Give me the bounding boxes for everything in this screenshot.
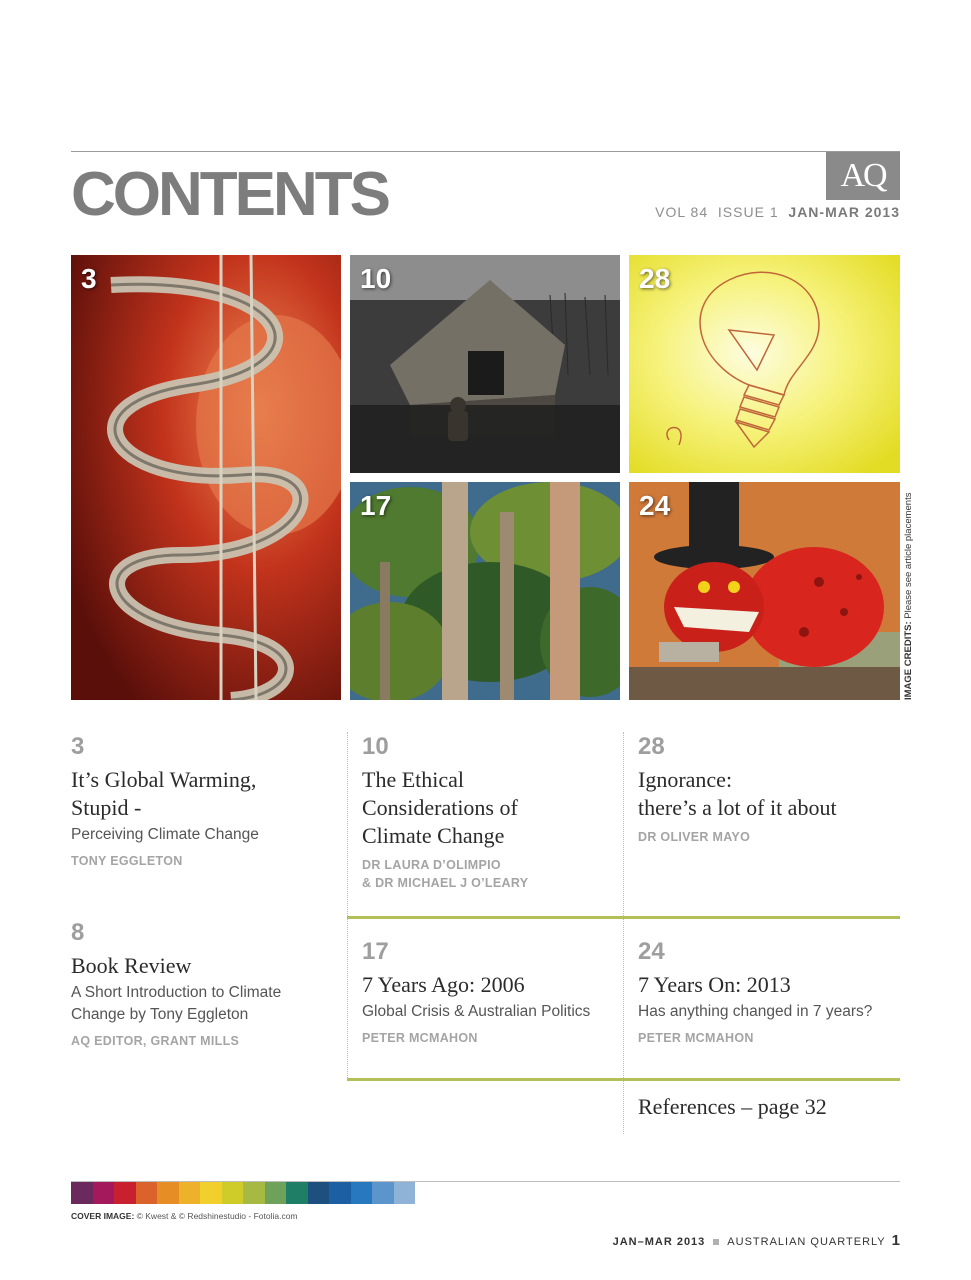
color-swatch xyxy=(243,1182,265,1204)
entry-subtitle: Change by Tony Eggleton xyxy=(71,1006,249,1023)
image-credits-text: Please see article placements xyxy=(903,492,914,622)
header-rule xyxy=(71,151,900,152)
tile-number: 3 xyxy=(81,263,97,294)
entry-author: PETER MCMAHON xyxy=(362,1031,478,1045)
issue-line xyxy=(655,204,900,220)
entry-title-line: Considerations of xyxy=(362,795,518,820)
column-divider xyxy=(347,732,348,1080)
tile-28[interactable] xyxy=(629,255,900,473)
entry-title-line: Book Review xyxy=(71,953,192,978)
tile-17[interactable] xyxy=(350,482,620,700)
color-swatch xyxy=(286,1182,308,1204)
entry-title-line: Stupid - xyxy=(71,795,142,820)
tile-number: 28 xyxy=(639,263,671,294)
entry-page-number: 8 xyxy=(71,919,85,946)
aq-logo: AQ xyxy=(826,152,900,200)
color-swatch xyxy=(136,1182,158,1204)
color-swatch xyxy=(329,1182,351,1204)
tile-3[interactable] xyxy=(71,255,341,700)
entry-title-line: 7 Years On: 2013 xyxy=(638,972,791,997)
entry-author: & DR MICHAEL J O’LEARY xyxy=(362,876,529,890)
entry-subtitle: Global Crisis & Australian Politics xyxy=(362,1003,591,1020)
entry-page-number: 3 xyxy=(71,733,85,760)
entry-page-number: 17 xyxy=(362,938,389,965)
entry-author: AQ EDITOR, GRANT MILLS xyxy=(71,1034,240,1048)
entry-17[interactable] xyxy=(362,938,617,1047)
column-divider xyxy=(623,732,624,1134)
color-swatch xyxy=(93,1182,115,1204)
page-footer xyxy=(613,1232,900,1249)
entry-page-number: 28 xyxy=(638,733,665,760)
color-swatch xyxy=(372,1182,394,1204)
image-credits xyxy=(903,493,914,700)
entry-title-line: 7 Years Ago: 2006 xyxy=(362,972,525,997)
entry-title-line: The Ethical xyxy=(362,767,465,792)
entry-3[interactable] xyxy=(71,733,341,870)
cover-credit-text: © Kwest & © Redshinestudio - Fotolia.com xyxy=(134,1211,298,1221)
section-rule xyxy=(347,1078,900,1081)
color-swatch xyxy=(394,1182,416,1204)
entry-page-number: 10 xyxy=(362,733,389,760)
footer-date: JAN–MAR 2013 xyxy=(612,1236,706,1248)
entry-subtitle: Perceiving Climate Change xyxy=(71,826,259,843)
color-swatch xyxy=(114,1182,136,1204)
entry-28[interactable] xyxy=(638,733,900,846)
color-swatch-bar xyxy=(71,1182,415,1204)
entry-8[interactable] xyxy=(71,919,341,1050)
entry-title-line: Climate Change xyxy=(362,823,505,848)
color-swatch xyxy=(222,1182,244,1204)
tile-10[interactable] xyxy=(350,255,620,473)
section-rule xyxy=(347,916,900,919)
issue-date: JAN-MAR 2013 xyxy=(788,204,900,220)
page-number: 1 xyxy=(891,1232,900,1249)
page-title: CONTENTS xyxy=(71,160,388,229)
entry-subtitle: A Short Introduction to Climate xyxy=(71,984,282,1001)
entry-author: DR LAURA D’OLIMPIO xyxy=(362,858,501,872)
entry-subtitle: Has anything changed in 7 years? xyxy=(638,1003,873,1020)
tile-number: 24 xyxy=(639,490,671,521)
helix-sculpture-image xyxy=(71,255,341,700)
footer-publication: AUSTRALIAN QUARTERLY xyxy=(727,1236,886,1248)
entry-author: PETER MCMAHON xyxy=(638,1031,754,1045)
entry-10[interactable] xyxy=(362,733,617,892)
entry-page-number: 24 xyxy=(638,938,665,965)
references-link[interactable]: References – page 32 xyxy=(638,1094,827,1119)
cover-credit-label: COVER IMAGE: xyxy=(71,1211,135,1221)
entry-author: TONY EGGLETON xyxy=(71,854,183,868)
tile-24[interactable] xyxy=(629,482,900,700)
tile-number: 10 xyxy=(360,263,392,294)
color-swatch xyxy=(265,1182,287,1204)
color-swatch xyxy=(351,1182,373,1204)
color-swatch xyxy=(157,1182,179,1204)
entry-24[interactable] xyxy=(638,938,900,1047)
entry-title-line: there’s a lot of it about xyxy=(638,795,837,820)
cover-credit xyxy=(71,1211,298,1221)
color-swatch xyxy=(308,1182,330,1204)
entry-title-line: Ignorance: xyxy=(638,767,733,792)
color-swatch xyxy=(179,1182,201,1204)
entry-author: DR OLIVER MAYO xyxy=(638,830,751,844)
volume-label: VOL 84 xyxy=(655,204,709,220)
color-swatch xyxy=(71,1182,93,1204)
image-credits-label: IMAGE CREDITS: xyxy=(903,621,914,700)
square-bullet-icon xyxy=(713,1239,719,1245)
tile-number: 17 xyxy=(360,490,392,521)
entry-title-line: It’s Global Warming, xyxy=(71,767,257,792)
issue-label: ISSUE 1 xyxy=(717,204,779,220)
color-swatch xyxy=(200,1182,222,1204)
